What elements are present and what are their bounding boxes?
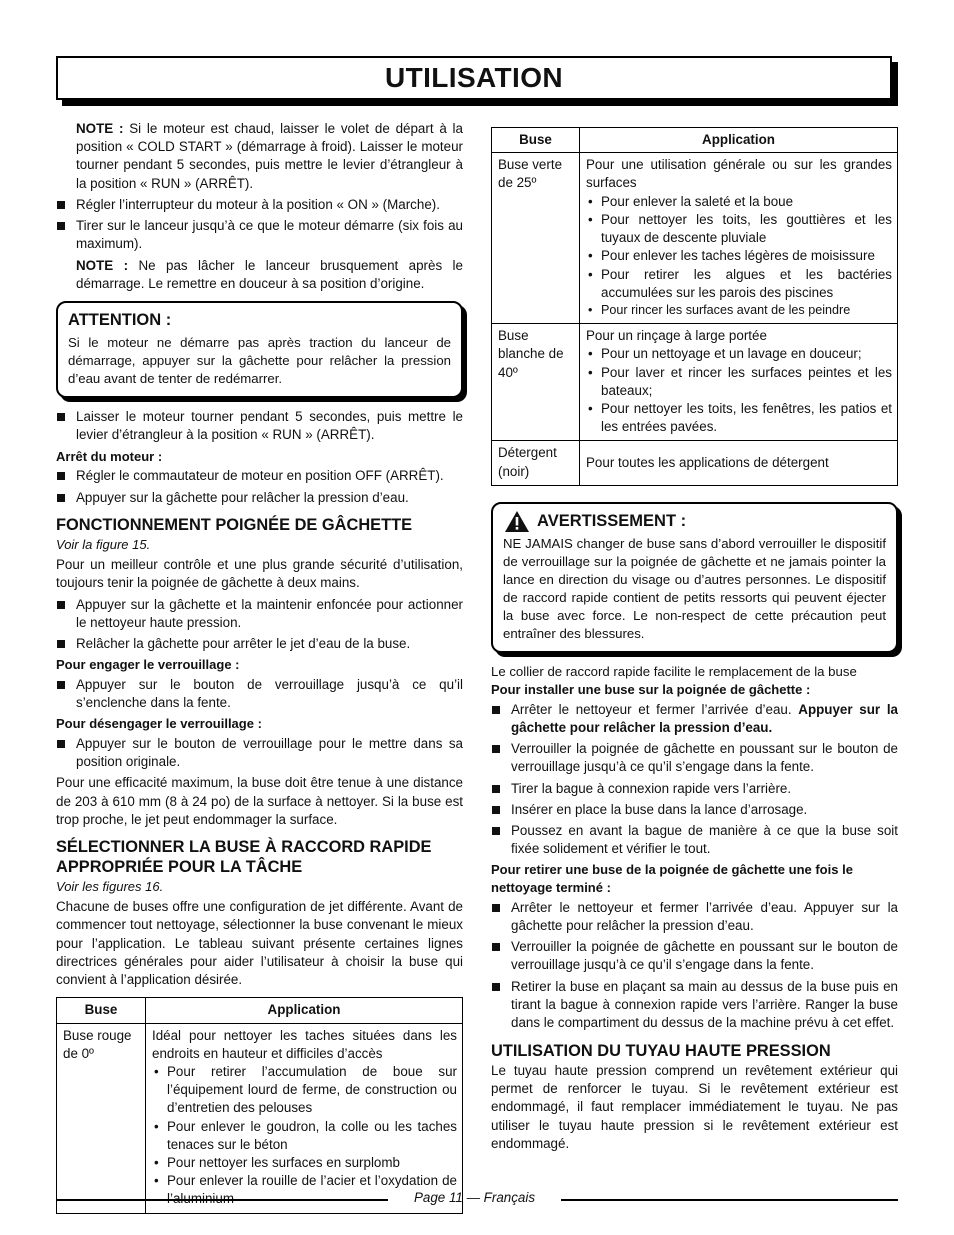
column-header-application: Application [146,998,463,1023]
application-intro: Idéal pour nettoyer les taches situées dans les endroits en hauteur et difficiles d’accès [152,1027,457,1061]
section-heading-nozzle: SÉLECTIONNER LA BUSE À RACCORD RAPIDE APPROPRIÉE POUR LA TÂCHE [56,838,432,876]
table-cell-application [146,1023,463,1213]
application-intro: Pour toutes les applications de détergent [586,454,829,470]
list-item: Insérer en place la buse dans la lance d’arrosage. [491,801,898,819]
note-starter [56,257,463,293]
note-text: Ne pas lâcher le lanceur brusquement après le démarrage. Le remettre en douceur à sa position d’origine. [76,257,463,291]
list-item: Appuyer sur le bouton de verrouillage jusqu’à ce qu’il s’enclenche dans la fente. [56,676,463,712]
list-item: • Pour enlever la saleté et la boue [586,193,892,211]
table-cell-application [580,324,898,441]
list-item: Tirer sur le lanceur jusqu’à ce que le moteur démarre (six fois au maximum). [56,217,463,253]
list-item: • Pour nettoyer les surfaces en surplomb [152,1154,457,1172]
page-title: UTILISATION [384,62,564,93]
section-heading-hose: UTILISATION DU TUYAU HAUTE PRESSION [491,1042,831,1061]
application-list [152,1063,457,1209]
footer-rule-right [561,1199,898,1201]
note-cold-start [56,120,463,193]
application-intro: Pour une utilisation générale ou sur les grandes surfaces [586,157,892,191]
note-label: NOTE : [76,257,129,273]
list-item: Verrouiller la poignée de gâchette en poussant sur le bouton de verrouillage jusqu’à ce qu’il s’engage dans la fente. [491,938,898,974]
paragraph: Le tuyau haute pression comprend un revêtement extérieur qui permet de renforcer le tuyau. Si le revêtement extérieur est endommagé, il faut remplacer immédiatement le tuyau. Ne pas utiliser le tuyau haute pression si le revêtement extérieur est endommagé. [491,1062,898,1151]
list-item: • Pour enlever les taches légères de moisissure [586,247,892,265]
list-item: Tirer la bague à connexion rapide vers l’arrière. [491,780,898,798]
table-cell-buse: Détergent (noir) [492,441,580,485]
application-list [586,345,892,436]
warning-triangle-icon [505,511,529,532]
note-label: NOTE : [76,121,124,136]
engage-lock-heading: Pour engager le verrouillage : [56,657,240,673]
table-row [57,1023,463,1213]
disengage-lock-heading: Pour désengager le verrouillage : [56,716,262,732]
column-header-buse: Buse [492,128,580,153]
remove-nozzle-heading: Pour retirer une buse de la poignée de gâchette une fois le nettoyage terminé : [491,862,853,896]
figure-reference: Voir les figures 16. [56,878,164,894]
title-box [56,56,892,100]
column-header-buse: Buse [57,998,146,1023]
table-cell-application [580,153,898,324]
list-item: • Pour un nettoyage et un lavage en douceur; [586,345,892,363]
application-list [586,193,892,319]
list-item: • Pour laver et rincer les surfaces peintes et les bateaux; [586,364,892,400]
list-item: • Pour nettoyer les toits, les gouttières et les tuyaux de descente pluviale [586,211,892,247]
table-row [492,153,898,324]
warning-heading-row [503,510,886,532]
callout-box [56,301,463,398]
paragraph: Pour un meilleur contrôle et une plus grande sécurité d’utilisation, toujours tenir la poignée de gâchette à deux mains. [56,557,463,591]
list-item: Appuyer sur la gâchette pour relâcher la pression d’eau. [56,489,463,507]
left-column [56,120,463,1214]
attention-heading: ATTENTION : [68,310,172,329]
warning-text: NE JAMAIS changer de buse sans d’abord verrouiller le dispositif de verrouillage sur la poignée de gâchette et ne jamais pointer la lance en direction du visage ou d’autres personnes. Le dispositif de raccord rapide contient de petits ressorts qui peuvent éjecter la buse avec force. Le non-respect de cette précaution peut entraîner des blessures. [503,536,886,642]
list-item: • Pour rincer les surfaces avant de les peindre [586,302,892,319]
list-item: • Pour nettoyer les toits, les fenêtres, les patios et les entrées pavées. [586,400,892,436]
list-item: Retirer la buse en plaçant sa main au dessus de la buse puis en tirant la bague à connexion rapide vers l’arrière. Ranger la buse dans le compartiment du dessus de la machine prévu à cet effet. [491,978,898,1033]
application-intro: Pour un rinçage à large portée [586,328,767,344]
nozzle-table-left [56,997,463,1213]
stop-engine-heading: Arrêt du moteur : [56,448,163,464]
paragraph: Le collier de raccord rapide facilite le remplacement de la buse [491,664,857,679]
table-cell-buse: Buse verte de 25º [492,153,580,324]
nozzle-table-right [491,127,898,486]
table-cell-buse: Buse rouge de 0º [57,1023,146,1213]
list-item: Régler l’interrupteur du moteur à la position « ON » (Marche). [56,196,463,214]
warning-callout [491,502,898,653]
table-header-row [492,128,898,153]
attention-callout [56,301,463,398]
warning-heading: AVERTISSEMENT : [537,511,687,530]
table-header-row [57,998,463,1023]
list-item: • Pour enlever la rouille de l’acier et l’oxydation de l’aluminium [152,1172,457,1208]
footer-rule-left [56,1199,388,1201]
list-item: • Pour retirer l’accumulation de boue sur l’équipement lourd de ferme, de construction ou d’entretien des pelouses [152,1063,457,1118]
list-item: Verrouiller la poignée de gâchette en poussant sur le bouton de verrouillage jusqu’à ce qu’il s’engage dans la fente. [491,740,898,776]
note-text: Si le moteur est chaud, laisser le volet de départ à la position « COLD START » (démarrage à froid). Laisser le moteur tourner pendant 5 secondes, puis mettre le levier d’étrangleur à la position « RUN » (ARRÊT). [76,121,463,191]
attention-text: Si le moteur ne démarre pas après traction du lanceur de démarrage, appuyer sur la gâchette pour relâcher la pression d’eau avant de tenter de redémarrer. [68,335,451,387]
list-item [491,701,898,737]
figure-reference: Voir la figure 15. [56,536,151,552]
page-title-banner [56,56,898,106]
install-nozzle-heading: Pour installer une buse sur la poignée de gâchette : [491,681,811,697]
list-item: Laisser le moteur tourner pendant 5 secondes, puis mettre le levier d’étrangleur à la position « RUN » (ARRÊT). [56,408,463,444]
table-row [492,324,898,441]
list-item: Régler le commautateur de moteur en position OFF (ARRÊT). [56,467,463,485]
list-item: • Pour retirer les algues et les bactéries accumulées sur les parois des piscines [586,266,892,302]
callout-box [491,502,898,653]
table-row [492,441,898,485]
paragraph: Pour une efficacité maximum, la buse doit être tenue à une distance de 203 à 610 mm (8 à 24 po) de la surface à nettoyer. Si la buse est trop proche, le jet peut endommager la surface. [56,775,463,827]
list-item: Relâcher la gâchette pour arrêter le jet d’eau de la buse. [56,635,463,653]
right-column [491,127,898,1156]
column-header-application: Application [580,128,898,153]
table-cell-buse: Buse blanche de 40º [492,324,580,441]
section-heading-trigger: FONCTIONNEMENT POIGNÉE DE GÂCHETTE [56,515,413,534]
table-cell-application [580,441,898,485]
list-item-bold-text: Appuyer sur la gâchette pour relâcher la pression d’eau. [511,701,898,735]
page-footer: Page 11 — Français [413,1190,536,1205]
list-item: Appuyer sur le bouton de verrouillage pour le mettre dans sa position originale. [56,735,463,771]
list-item: Arrêter le nettoyeur et fermer l’arrivée d’eau. Appuyer sur la gâchette pour relâcher la pression d’eau. [491,899,898,935]
list-item-text: Arrêter le nettoyeur et fermer l’arrivée d’eau. [511,701,799,717]
list-item: • Pour enlever le goudron, la colle ou les taches tenaces sur le béton [152,1118,457,1154]
paragraph: Chacune de buses offre une configuration de jet différente. Avant de commencer tout nettoyage, sélectionner la buse convenant le mieux pour l’application. Le tableau suivant présente certaines lignes directrices générales pour aider l’utilisateur à choisir la buse qui convient à l’application désirée. [56,899,463,988]
list-item: Poussez en avant la bague de manière à ce que la buse soit fixée solidement et vérifier le tout. [491,822,898,858]
list-item: Appuyer sur la gâchette et la maintenir enfoncée pour actionner le nettoyeur haute pression. [56,596,463,632]
